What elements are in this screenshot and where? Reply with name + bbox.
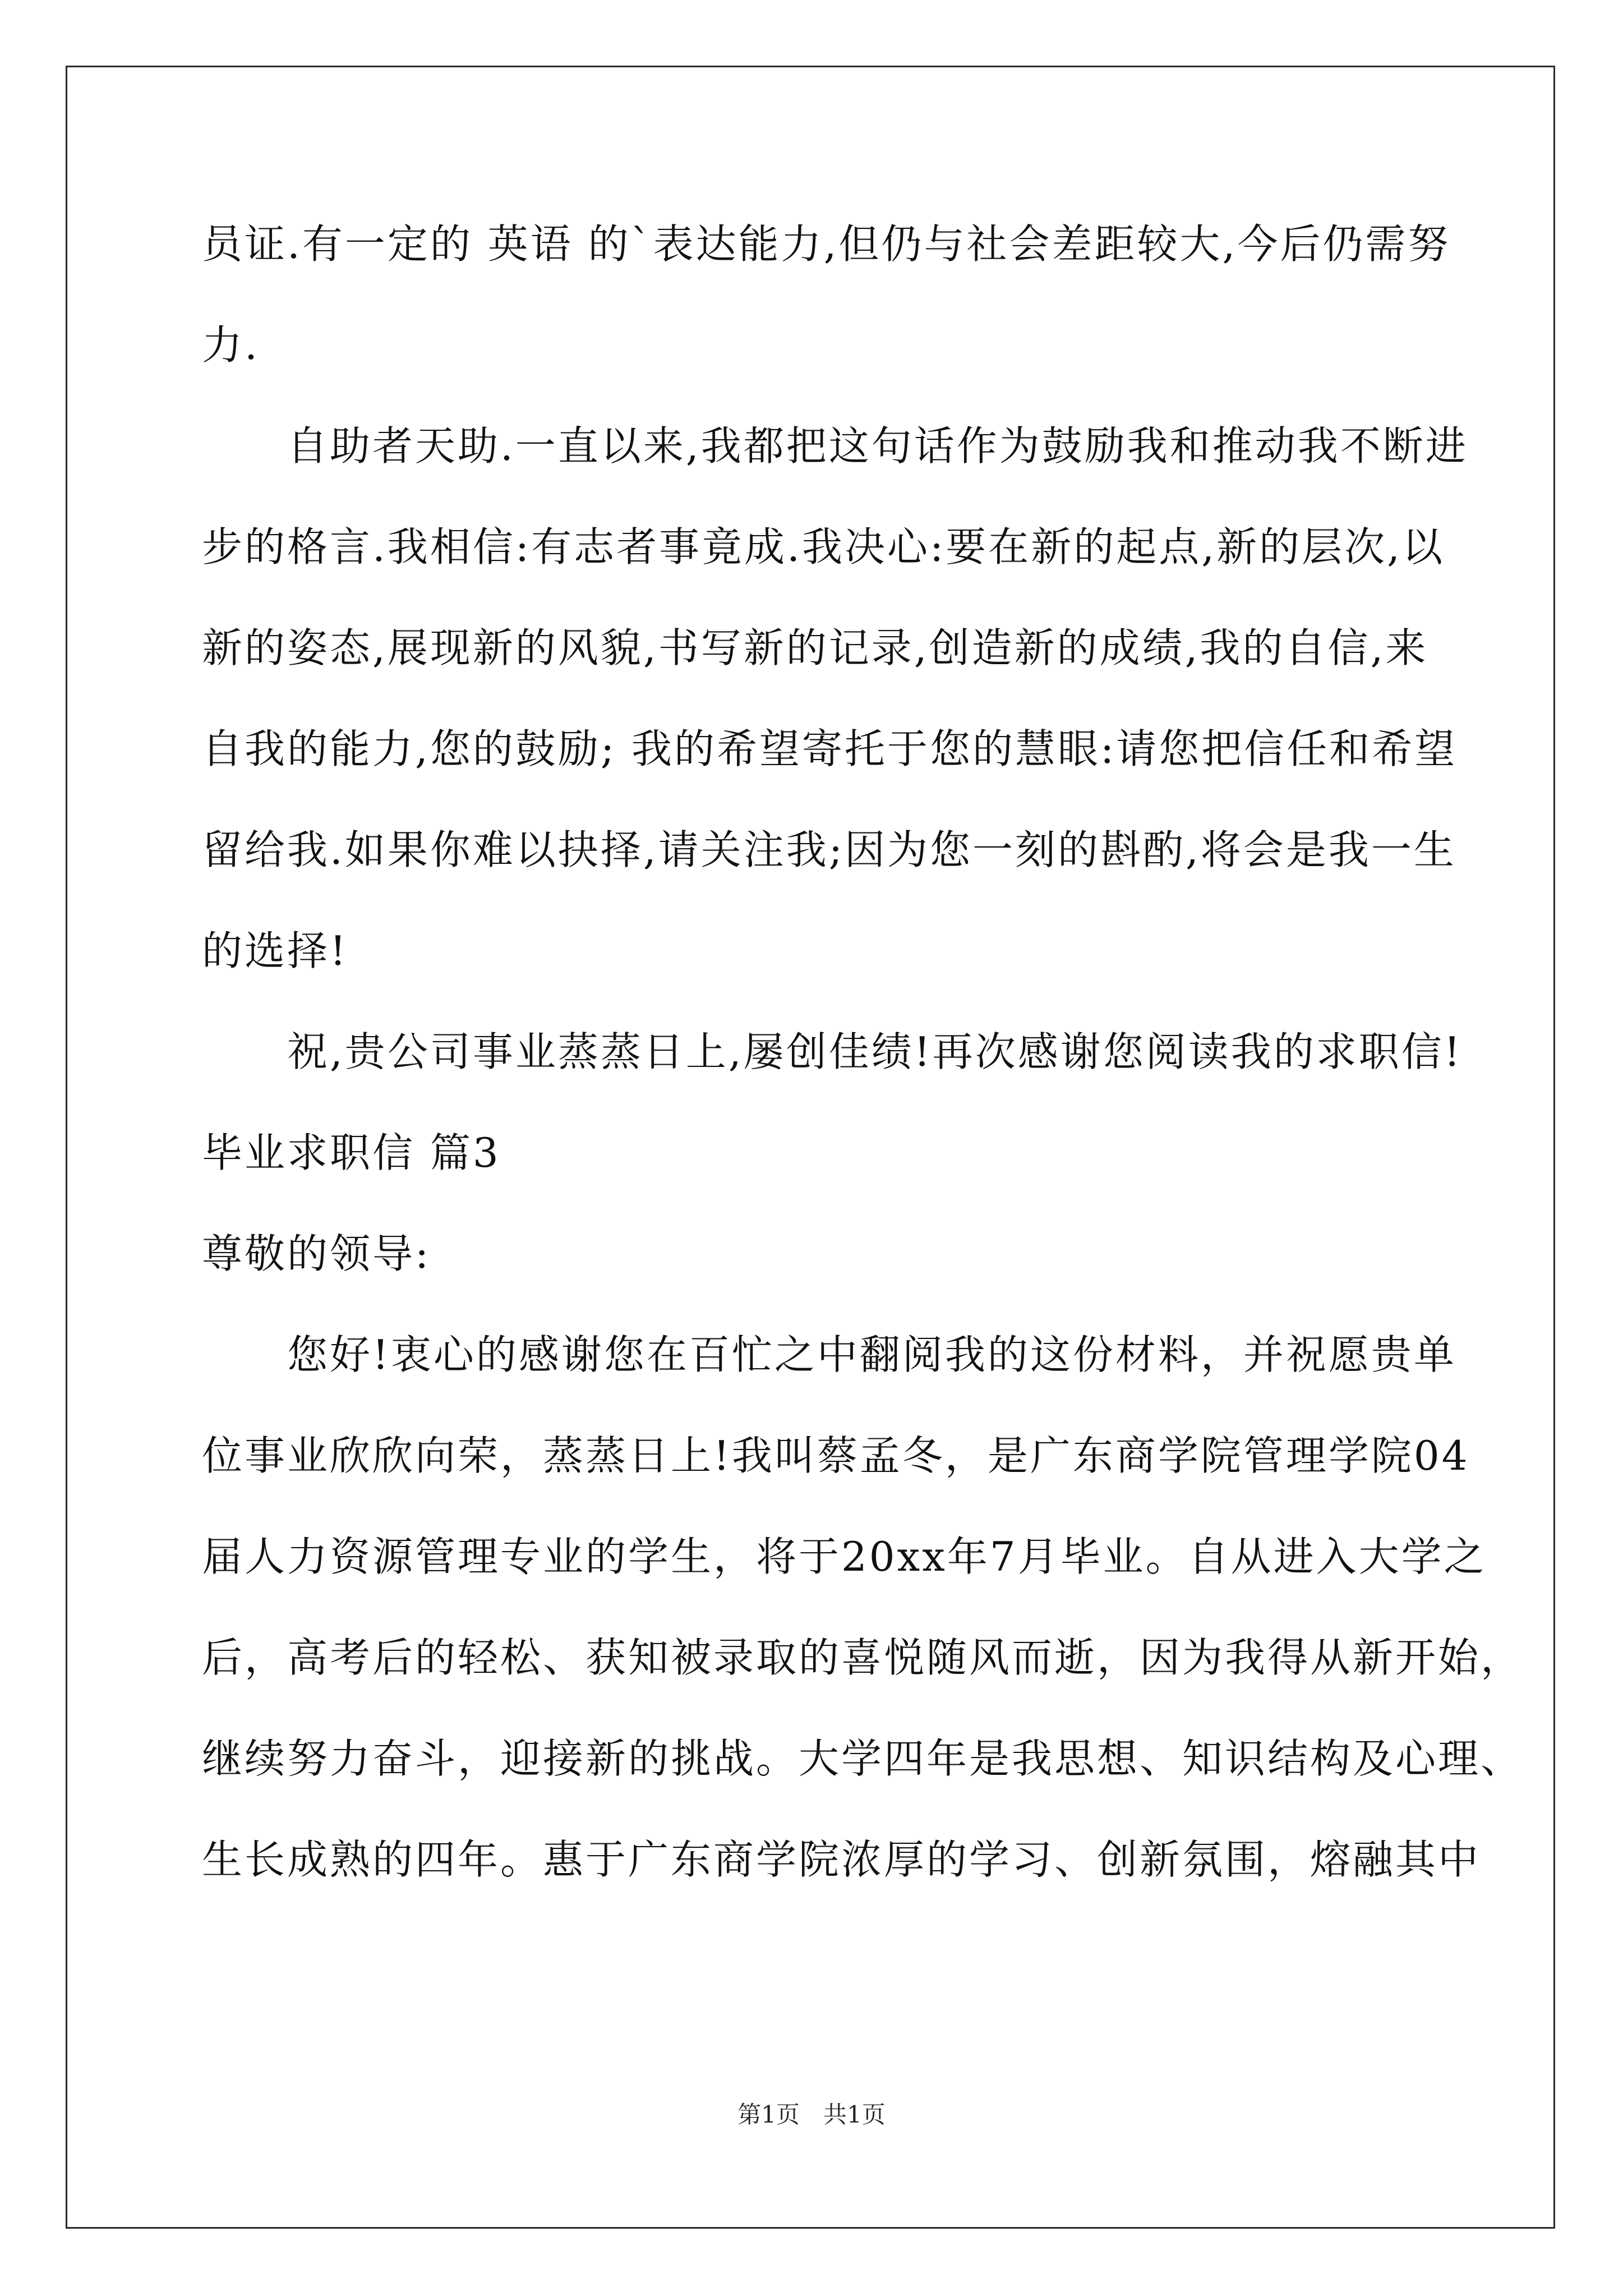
text-line-5: 新的姿态,展现新的风貌,书写新的记录,创造新的成绩,我的自信,来 [202, 624, 1428, 671]
text-line-2: 力. [202, 321, 260, 369]
text-line-4: 步的格言.我相信:有志者事竟成.我决心:要在新的起点,新的层次,以 [202, 523, 1445, 570]
section-heading: 毕业求职信 篇3 [202, 1129, 501, 1176]
text-line-1: 员证.有一定的 英语 的`表达能力,但仍与社会差距较大,今后仍需努 [202, 220, 1451, 268]
text-line-7: 留给我.如果你难以抉择,请关注我;因为您一刻的斟酌,将会是我一生 [202, 826, 1456, 873]
text-line-3: 自助者天助.一直以来,我都把这句话作为鼓励我和推动我不断进 [202, 422, 1468, 470]
text-line-15: 后，高考后的轻松、获知被录取的喜悦随风而逝，因为我得从新开始， [202, 1634, 1524, 1681]
text-line-16: 继续努力奋斗，迎接新的挑战。大学四年是我思想、知识结构及心理、 [202, 1735, 1524, 1782]
text-line-13: 位事业欣欣向荣，蒸蒸日上!我叫蔡孟冬，是广东商学院管理学院04 [202, 1432, 1470, 1479]
text-line-9: 祝,贵公司事业蒸蒸日上,屡创佳绩!再次感谢您阅读我的求职信! [202, 1028, 1463, 1075]
salutation: 尊敬的领导: [202, 1230, 431, 1277]
text-line-17: 生长成熟的四年。惠于广东商学院浓厚的学习、创新氛围，熔融其中 [202, 1836, 1481, 1883]
text-line-8: 的选择! [202, 927, 348, 974]
page-number-footer: 第1页 共1页 [737, 2101, 886, 2128]
text-line-12: 您好!衷心的感谢您在百忙之中翻阅我的这份材料，并祝愿贵单 [202, 1331, 1456, 1378]
text-line-14: 届人力资源管理专业的学生，将于20xx年7月毕业。自从进入大学之 [202, 1533, 1487, 1580]
text-line-6: 自我的能力,您的鼓励; 我的希望寄托于您的慧眼:请您把信任和希望 [202, 725, 1458, 772]
